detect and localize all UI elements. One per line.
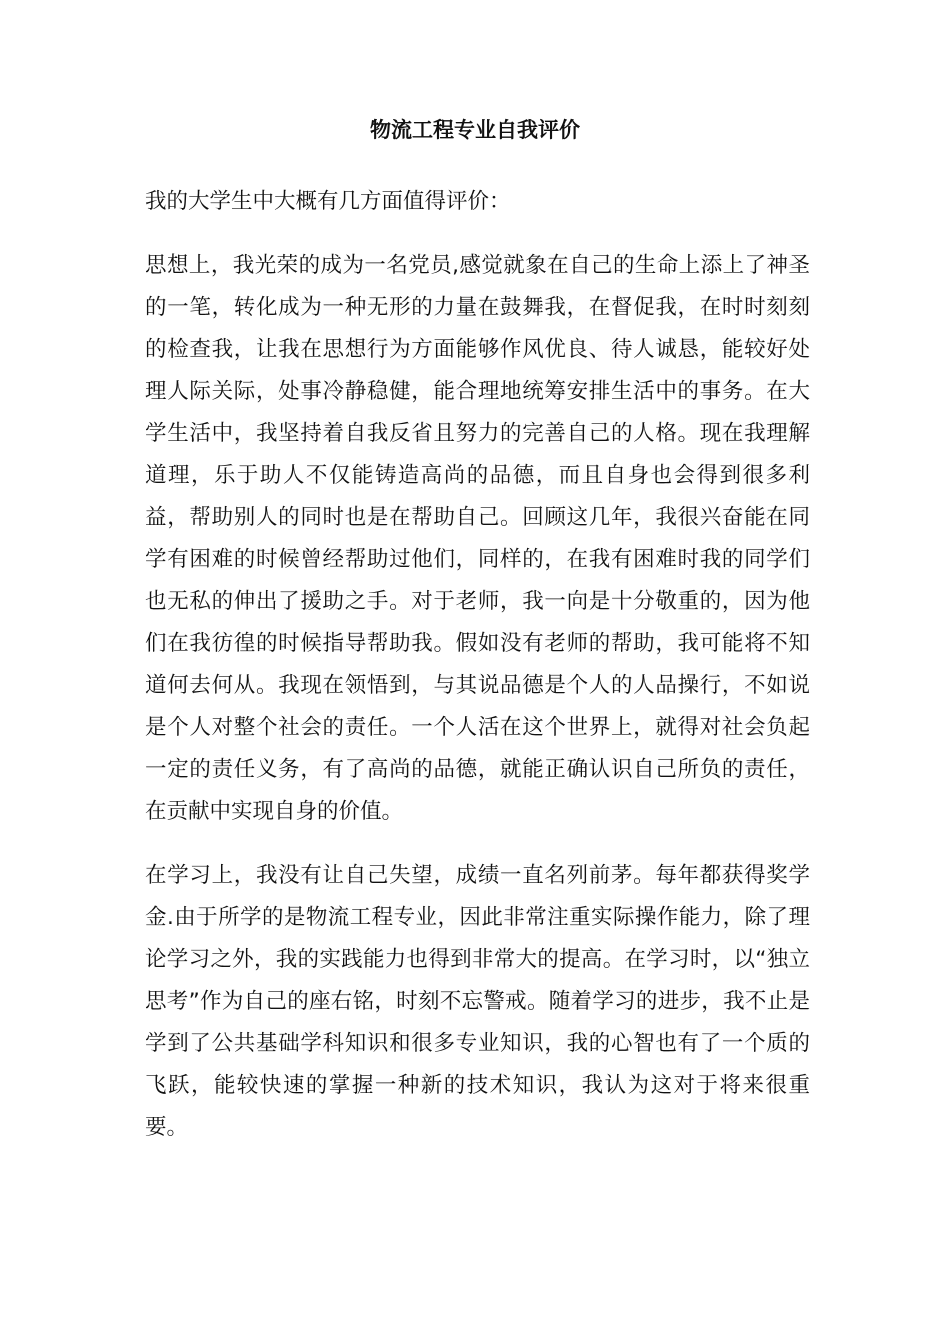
document-body <box>145 181 810 1149</box>
document-title: 物流工程专业自我评价 <box>370 118 580 142</box>
paragraph-study: 在学习上，我没有让自己失望，成绩一直名列前茅。每年都获得奖学金.由于所学的是物流工程专业，因此非常注重实际操作能力，除了理论学习之外，我的实践能力也得到非常大的提高。在学习时，以“独立思考”作为自己的座右铭，时刻不忘警戒。随着学习的进步，我不止是学到了公共基础学科知识和很多专业知识，我的心智也有了一个质的飞跃，能较快速的掌握一种新的技术知识，我认为这对于将来很重要。 <box>145 863 810 1140</box>
intro-paragraph: 我的大学生中大概有几方面值得评价： <box>145 189 511 214</box>
paragraph-ideology: 思想上，我光荣的成为一名党员,感觉就象在自己的生命上添上了神圣的一笔，转化成为一种无形的力量在鼓舞我，在督促我，在时时刻刻的检查我，让我在思想行为方面能够作风优良、待人诚恳，能较好处理人际关际，处事冷静稳健，能合理地统筹安排生活中的事务。在大学生活中，我坚持着自我反省且努力的完善自己的人格。现在我理解道理，乐于助人不仅能铸造高尚的品德，而且自身也会得到很多利益，帮助别人的同时也是在帮助自己。回顾这几年，我很兴奋能在同学有困难的时候曾经帮助过他们，同样的，在我有困难时我的同学们也无私的伸出了援助之手。对于老师，我一向是十分敬重的，因为他们在我彷徨的时候指导帮助我。假如没有老师的帮助，我可能将不知道何去何从。我现在领悟到，与其说品德是个人的人品操行，不如说是个人对整个社会的责任。一个人活在这个世界上，就得对社会负起一定的责任义务，有了高尚的品德，就能正确认识自己所负的责任，在贡献中实现自身的价值。 <box>145 253 810 824</box>
